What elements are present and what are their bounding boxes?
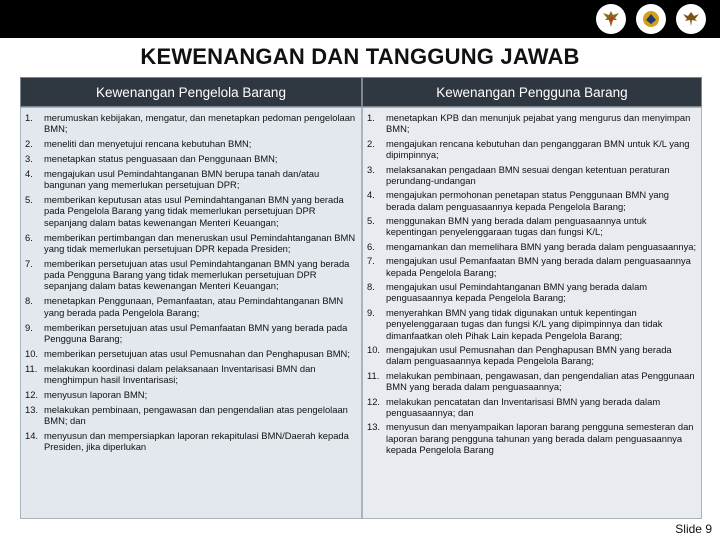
list-item [25, 322, 357, 345]
list-item [367, 112, 697, 135]
list-item [367, 421, 697, 455]
list-item [367, 255, 697, 278]
item-text: menggunakan BMN yang berada dalam penguasaannya untuk kepentingan penyelenggaraan tugas dan fungsi K/L; [386, 215, 647, 238]
list-item [367, 241, 697, 252]
list-item [367, 164, 697, 187]
item-text: melakukan pencatatan dan Inventarisasi BMN yang berada dalam penguasaannya; dan [386, 395, 661, 418]
logo-group [596, 4, 706, 34]
item-number: 10. [25, 347, 39, 359]
item-number: 13. [25, 403, 39, 415]
item-number: 10. [367, 344, 381, 356]
list-item [25, 363, 357, 386]
item-number: 13. [367, 421, 381, 433]
item-text: menetapkan Penggunaan, Pemanfaatan, atau Pemindahtanganan BMN yang berada pada Pengelola Barang; [44, 295, 344, 318]
item-number: 7. [25, 257, 33, 269]
list-item [367, 138, 697, 161]
list-item [367, 344, 697, 367]
item-text: menetapkan KPB dan menunjuk pejabat yang mengurus dan menyimpan BMN; [386, 112, 691, 135]
item-number: 5. [367, 215, 375, 227]
list-item [25, 295, 357, 318]
garuda-emblem-icon [596, 4, 626, 34]
item-text: menyerahkan BMN yang tidak digunakan untuk kepentingan penyelenggaraan tugas dan fungsi K/L yang dipimpinnya dan tidak dimanfaatkan oleh Pihak Lain kepada Pengelola Barang; [386, 306, 663, 341]
pengguna-list [367, 112, 697, 455]
list-item [367, 307, 697, 341]
item-number: 11. [25, 362, 38, 374]
item-text: memberikan keputusan atas usul Pemindahtanganan BMN yang berada pada Pengelola Barang yang tidak memerlukan persetujuan DPR sepanjang dalam batas kewenangan Menteri Keuangan; [44, 194, 344, 228]
item-number: 11. [367, 369, 380, 381]
item-text: memberikan persetujuan atas usul Pemanfaatan BMN yang berada pada Pengguna Barang; [44, 321, 348, 344]
item-text: mengajukan usul Pemindahtanganan BMN yang berada dalam penguasaannya kepada Pengelola Barang; [386, 281, 648, 304]
item-text: mengajukan rencana kebutuhan dan penganggaran BMN untuk K/L yang dipimpinnya; [386, 137, 690, 161]
item-text: melaksanakan pengadaan BMN sesuai dengan ketentuan peraturan perundang-undangan [386, 163, 670, 186]
page-title: KEWENANGAN DAN TANGGUNG JAWAB [140, 44, 580, 69]
item-number: 14. [25, 429, 39, 441]
item-number: 1. [367, 112, 375, 123]
list-item [25, 258, 357, 292]
list-item [367, 189, 697, 212]
pengguna-column [362, 77, 702, 519]
item-text: mengajukan permohonan penetapan status Penggunaan BMN yang berada dalam penguasaannya kepada Pengelola Barang; [386, 189, 670, 212]
item-text: memberikan persetujuan atas usul Pemusnahan dan Penghapusan BMN; [44, 347, 350, 359]
list-item [25, 232, 357, 255]
list-item [25, 194, 357, 228]
list-item [25, 404, 357, 427]
pengelola-column [20, 77, 362, 519]
item-text: mengajukan usul Pemusnahan dan Penghapusan BMN yang berada dalam penguasaannya kepada Pengelola Barang; [386, 344, 672, 367]
top-bar [0, 0, 720, 38]
item-number: 12. [25, 388, 39, 400]
item-number: 8. [367, 281, 375, 293]
item-text: merumuskan kebijakan, mengatur, dan menetapkan pedoman pengelolaan BMN; [44, 112, 356, 135]
list-item [25, 389, 357, 400]
item-number: 3. [367, 163, 375, 175]
item-text: memberikan persetujuan atas usul Pemindahtanganan BMN yang berada pada Pengguna Barang yang tidak memerlukan persetujuan DPR sepanjang dalam batas kewenangan Menteri Keuangan; [44, 257, 350, 292]
list-item [25, 153, 357, 164]
item-number: 12. [367, 395, 381, 407]
item-text: meneliti dan menyetujui rencana kebutuhan BMN; [44, 138, 252, 150]
item-number: 2. [367, 137, 375, 149]
item-number: 8. [25, 295, 33, 307]
pengguna-header: Kewenangan Pengguna Barang [362, 77, 702, 107]
list-item [367, 370, 697, 393]
item-number: 9. [25, 321, 33, 333]
item-number: 5. [25, 194, 33, 206]
item-text: melakukan pembinaan, pengawasan dan pengendalian atas pengelolaan BMN; dan [44, 403, 348, 426]
item-number: 4. [367, 189, 375, 201]
item-text: menyusun dan mempersiapkan laporan rekapitulasi BMN/Daerah kepada Presiden, jika diperlukan [44, 429, 349, 453]
item-number: 6. [367, 240, 375, 252]
item-text: mengajukan usul Pemanfaatan BMN yang berada dalam penguasaannya kepada Pengelola Barang; [386, 255, 691, 278]
list-item [367, 281, 697, 304]
item-number: 4. [25, 167, 33, 179]
pengelola-list [25, 112, 357, 452]
item-number: 9. [367, 306, 375, 318]
list-item [25, 348, 357, 359]
item-text: mengamankan dan memelihara BMN yang berada dalam penguasaannya; [386, 240, 697, 252]
item-number: 7. [367, 255, 375, 267]
item-number: 2. [25, 138, 33, 150]
garuda-emblem-icon [676, 4, 706, 34]
item-text: menetapkan status penguasaan dan Penggunaan BMN; [44, 153, 278, 165]
item-text: memberikan pertimbangan dan meneruskan usul Pemindahtanganan BMN yang tidak memerlukan persetujuan DPR kepada Presiden; [44, 231, 356, 254]
list-item [25, 138, 357, 149]
item-number: 6. [25, 231, 33, 243]
item-text: menyusun laporan BMN; [44, 388, 148, 400]
list-item [367, 396, 697, 419]
item-text: melakukan koordinasi dalam pelaksanaan Inventarisasi BMN dan menghimpun hasil Inventarisasi; [44, 362, 316, 385]
item-text: menyusun dan menyampaikan laporan barang pengguna semesteran dan laporan barang pengguna tahunan yang berada dalam penguasaannya kepada Pengelola Barang [386, 421, 694, 455]
pengelola-header: Kewenangan Pengelola Barang [20, 77, 362, 107]
list-item [367, 215, 697, 238]
ministry-seal-icon [636, 4, 666, 34]
list-item [25, 168, 357, 191]
item-text: melakukan pembinaan, pengawasan, dan pengendalian atas Penggunaan BMN yang berada dalam penguasaannya; [386, 369, 695, 393]
pengelola-list-panel [20, 107, 362, 519]
slide-number: Slide 9 [675, 522, 712, 536]
item-text: mengajukan usul Pemindahtanganan BMN berupa tanah dan/atau bangunan yang memerlukan persetujuan DPR; [44, 167, 320, 191]
item-number: 1. [25, 112, 33, 123]
list-item [25, 430, 357, 453]
pengguna-list-panel [362, 107, 702, 519]
item-number: 3. [25, 153, 33, 165]
list-item [25, 112, 357, 135]
